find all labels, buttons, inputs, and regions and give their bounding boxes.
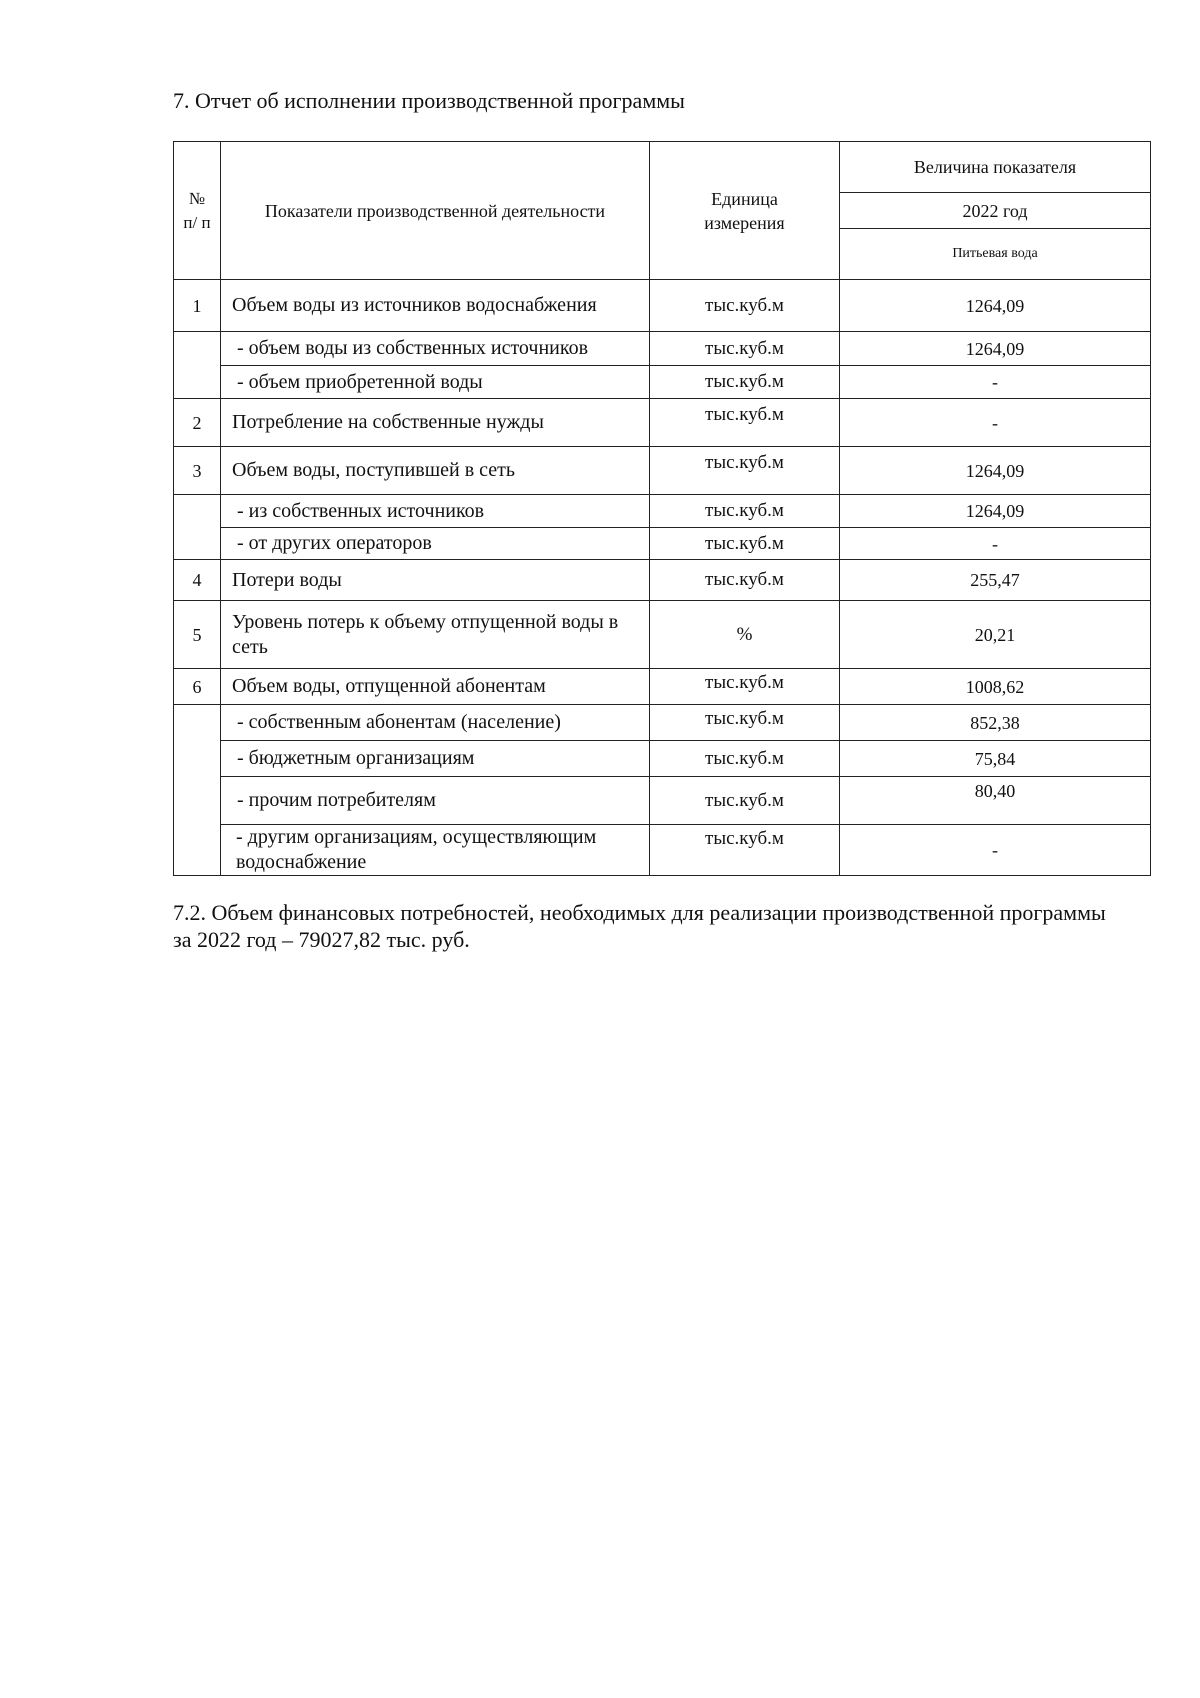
section-heading: 7. Отчет об исполнении производственной программы xyxy=(173,88,685,113)
table-row xyxy=(174,280,1151,332)
table-row xyxy=(174,399,1151,447)
table-row xyxy=(174,366,1151,399)
financial-needs-paragraph: 7.2. Объем финансовых потребностей, необходимых для реализации производственной программы за 2022 год – 79027,82 тыс. руб. xyxy=(173,900,1106,952)
row-number: 4 xyxy=(174,560,221,601)
header-unit: Единица измерения xyxy=(650,142,840,280)
row-value: 20,21 xyxy=(840,601,1151,669)
row-unit: тыс.куб.м xyxy=(650,560,840,601)
row-value: 1264,09 xyxy=(840,280,1151,332)
header-num: № п/ п xyxy=(174,142,221,280)
table-row xyxy=(174,601,1151,669)
table-row xyxy=(174,669,1151,705)
row-indicator: Уровень потерь к объему отпущенной воды в сеть xyxy=(221,601,650,669)
row-value: - xyxy=(840,825,1151,876)
row-value: 1264,09 xyxy=(840,495,1151,528)
production-report-table xyxy=(173,141,1151,876)
row-indicator: Объем воды, отпущенной абонентам xyxy=(221,669,650,705)
row-unit: тыс.куб.м xyxy=(650,366,840,399)
table-row xyxy=(174,495,1151,528)
row-indicator: Объем воды, поступившей в сеть xyxy=(221,447,650,495)
row-unit: тыс.куб.м xyxy=(650,669,840,705)
table-row xyxy=(174,705,1151,741)
row-unit: тыс.куб.м xyxy=(650,528,840,560)
row-indicator: Потери воды xyxy=(221,560,650,601)
header-subtype: Питьевая вода xyxy=(840,229,1151,280)
row-unit: тыс.куб.м xyxy=(650,741,840,777)
row-unit: тыс.куб.м xyxy=(650,777,840,825)
row-value: - xyxy=(840,528,1151,560)
row-value: 1008,62 xyxy=(840,669,1151,705)
row-indicator: - прочим потребителям xyxy=(221,777,650,825)
row-value: - xyxy=(840,366,1151,399)
table-row xyxy=(174,447,1151,495)
row-indicator: Потребление на собственные нужды xyxy=(221,399,650,447)
row-number: 2 xyxy=(174,399,221,447)
header-year: 2022 год xyxy=(840,193,1151,229)
table-row xyxy=(174,560,1151,601)
header-indicator: Показатели производственной деятельности xyxy=(221,142,650,280)
table-row xyxy=(174,741,1151,777)
row-value: 1264,09 xyxy=(840,447,1151,495)
header-value-group: Величина показателя xyxy=(840,142,1151,193)
row-unit: тыс.куб.м xyxy=(650,399,840,447)
row-unit: тыс.куб.м xyxy=(650,447,840,495)
row-indicator: - из собственных источников xyxy=(221,495,650,528)
row-value: 1264,09 xyxy=(840,332,1151,366)
row-number: 1 xyxy=(174,280,221,332)
table-row xyxy=(174,528,1151,560)
table-row xyxy=(174,825,1151,876)
row-indicator: - другим организациям, осуществляющим водоснабжение xyxy=(221,825,650,876)
header-row xyxy=(174,142,1151,193)
row-indicator: - собственным абонентам (население) xyxy=(221,705,650,741)
table-row xyxy=(174,332,1151,366)
row-unit: % xyxy=(650,601,840,669)
row-unit: тыс.куб.м xyxy=(650,495,840,528)
row-value: 852,38 xyxy=(840,705,1151,741)
row-number xyxy=(174,495,221,560)
row-number: 6 xyxy=(174,669,221,705)
row-number: 5 xyxy=(174,601,221,669)
row-value: - xyxy=(840,399,1151,447)
row-number xyxy=(174,705,221,876)
row-number: 3 xyxy=(174,447,221,495)
row-indicator: - бюджетным организациям xyxy=(221,741,650,777)
row-value: 255,47 xyxy=(840,560,1151,601)
row-value: 80,40 xyxy=(840,777,1151,825)
row-indicator: - объем приобретенной воды xyxy=(221,366,650,399)
row-unit: тыс.куб.м xyxy=(650,825,840,876)
row-unit: тыс.куб.м xyxy=(650,280,840,332)
row-indicator: Объем воды из источников водоснабжения xyxy=(221,280,650,332)
row-value: 75,84 xyxy=(840,741,1151,777)
row-number xyxy=(174,332,221,399)
row-unit: тыс.куб.м xyxy=(650,705,840,741)
table-row xyxy=(174,777,1151,825)
row-indicator: - от других операторов xyxy=(221,528,650,560)
row-unit: тыс.куб.м xyxy=(650,332,840,366)
row-indicator: - объем воды из собственных источников xyxy=(221,332,650,366)
